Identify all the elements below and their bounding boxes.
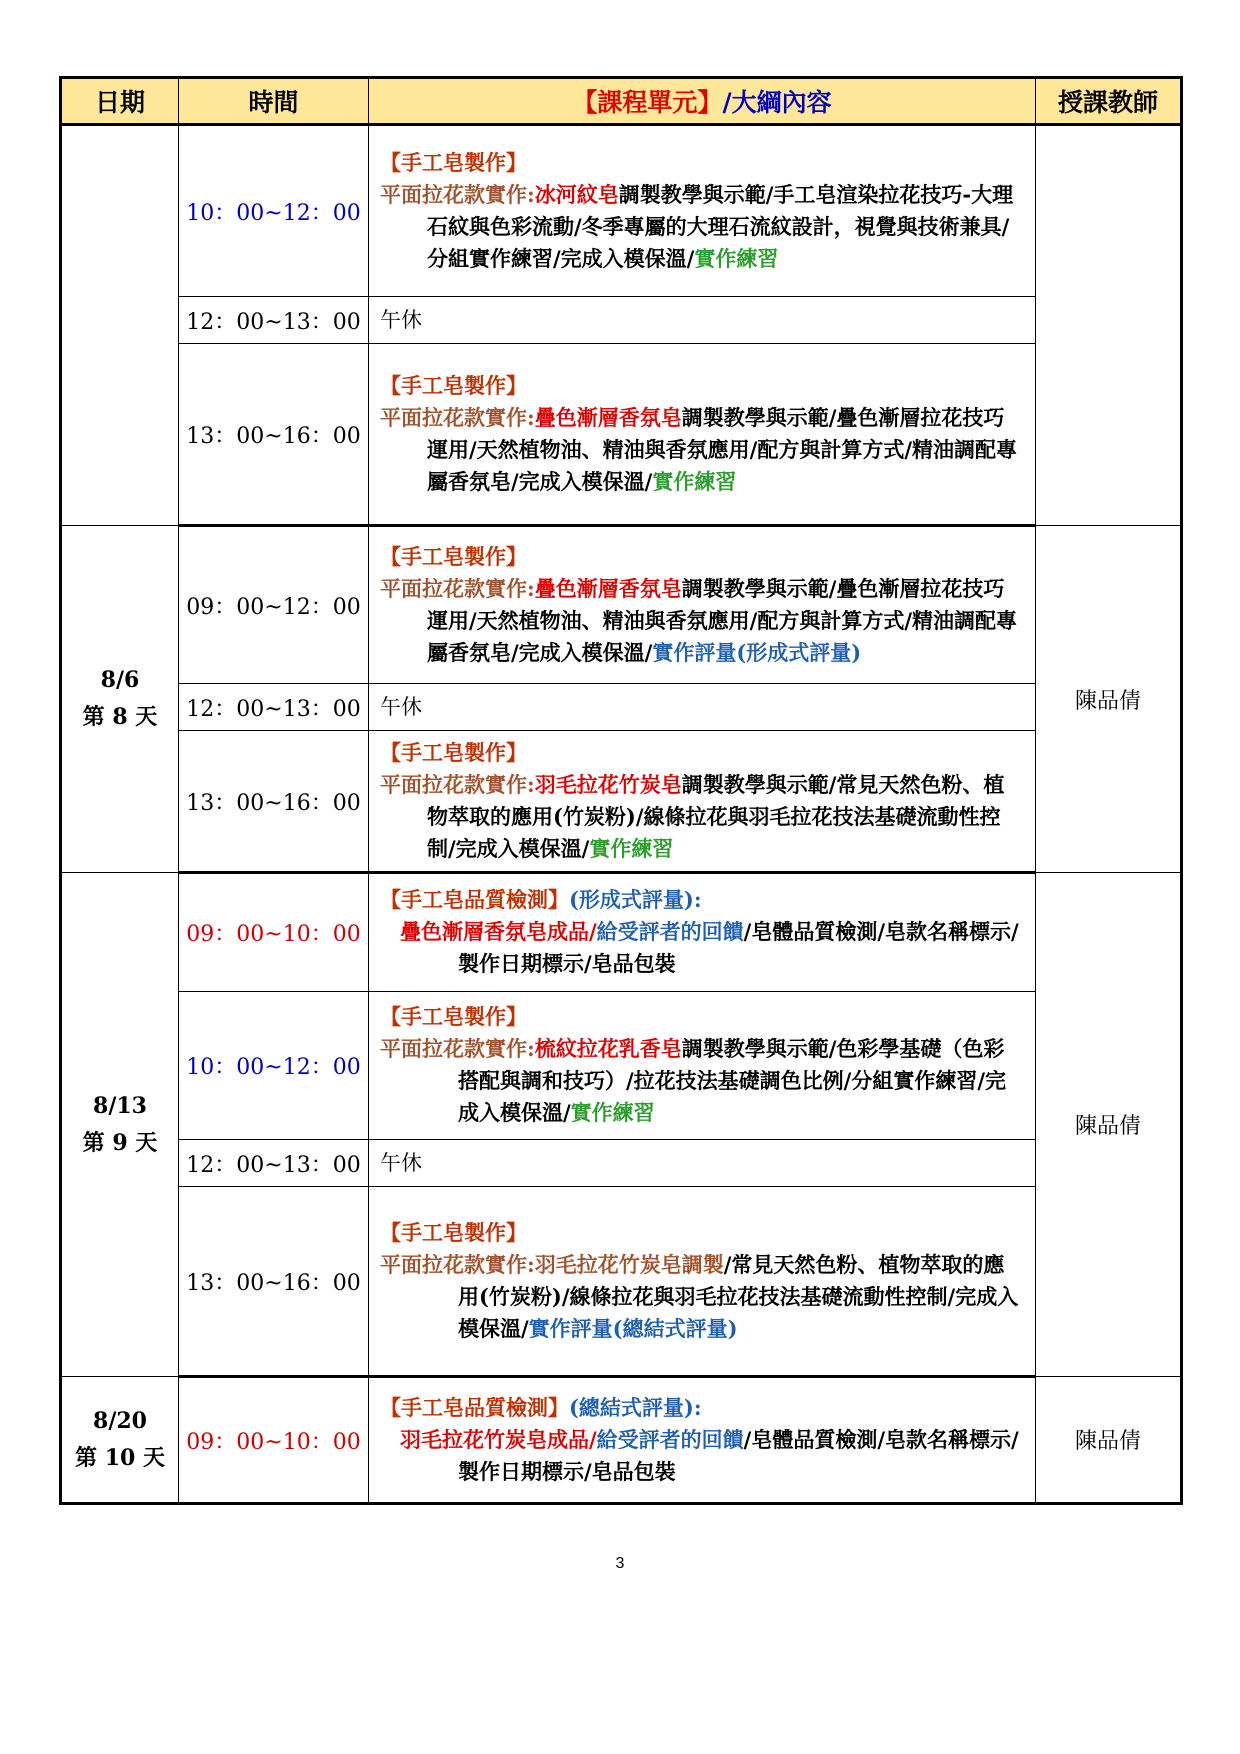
unit-title: 【手工皂製作】 [380,1219,527,1245]
table-row [61,344,1182,526]
unit-title: 【手工皂製作】 [380,372,527,398]
time-cell: 10：00~12：00 [179,992,369,1140]
content-cell [369,873,1036,992]
product-name: 羽毛拉花竹炭皂成品/ [400,1426,597,1452]
table-row [61,1187,1182,1377]
day-text: 第 8 天 [82,704,158,730]
practice-label: 實作練習 [589,835,674,861]
date-text: 8/13 [93,1092,147,1119]
schedule-table [59,76,1183,1505]
date-cell [61,1377,179,1504]
day-text: 第 10 天 [75,1444,165,1471]
header-date: 日期 [61,78,179,125]
activity-label: 平面拉花款實作: [380,181,535,207]
unit-title: 【手工皂製作】 [380,739,527,765]
activity-label: 平面拉花款實作: [380,771,535,797]
table-row [61,1377,1182,1504]
activity-label: 平面拉花款實作: [380,575,535,601]
feedback-label: 給受評者的回饋 [596,1426,744,1452]
time-cell: 13：00~16：00 [179,1187,369,1377]
unit-title: 【手工皂品質檢測】 [380,1394,569,1420]
header-content-unit: 【課程單元】 [572,88,723,117]
date-text: 8/6 [100,667,140,693]
assessment-label: 實作評量(總結式評量) [528,1315,738,1341]
outline-text: 調製教學與示範/疊色漸層拉花技巧運用/天然植物油、精油與香氛應用/配方與計算方式/精油調配專屬香氛皂/完成入模保溫/ [427,404,1018,494]
outline-text: 調製教學與示範/色彩學基礎（色彩搭配與調和技巧）/拉花技法基礎調色比例/分組實作練習/完成入模保溫/ [458,1036,1007,1125]
content-cell [369,526,1036,684]
product-name: 羽毛拉花竹炭皂 [534,771,682,797]
date-cell [61,873,179,1377]
outline-text: 調製教學與示範/手工皂渲染拉花技巧-大理石紋與色彩流動/冬季專屬的大理石流紋設計，視覺與技術兼具/分組實作練習/完成入模保溫/ [427,181,1014,271]
teacher-cell: 陳品倩 [1036,1377,1182,1504]
date-cell-empty [61,125,179,526]
outline-text: /常見天然色粉、植物萃取的應用(竹炭粉)/線條拉花與羽毛拉花技法基礎流動性控制/完成入模保溫/ [458,1251,1019,1341]
product-name: 疊色漸層香氛皂 [534,404,682,430]
outline-text: /皂體品質檢測/皂款名稱標示/製作日期標示/皂品包裝 [458,919,1019,976]
time-cell: 10：00~12：00 [179,125,369,297]
teacher-cell: 陳品倩 [1036,873,1182,1377]
date-cell [61,526,179,873]
time-cell: 12：00~13：00 [179,297,369,344]
unit-title: 【手工皂製作】 [380,149,527,175]
time-cell: 09：00~10：00 [179,1377,369,1504]
assessment-label: 實作評量(形成式評量) [652,639,862,665]
eval-type: (總結式評量): [569,1394,702,1420]
content-cell [369,1187,1036,1377]
unit-title: 【手工皂製作】 [380,1004,527,1029]
practice-label: 實作練習 [570,1100,655,1125]
day-text: 第 9 天 [82,1129,158,1156]
unit-title: 【手工皂製作】 [380,543,527,569]
header-content-outline: /大綱內容 [722,88,832,117]
date-text: 8/20 [93,1407,147,1434]
product-name: 梳紋拉花乳香皂 [534,1036,682,1061]
content-cell [369,1377,1036,1504]
table-row [61,731,1182,873]
time-cell: 12：00~13：00 [179,684,369,731]
outline-text: /皂體品質檢測/皂款名稱標示/製作日期標示/皂品包裝 [458,1426,1019,1484]
time-cell: 09：00~12：00 [179,526,369,684]
table-row [61,297,1182,344]
time-cell: 12：00~13：00 [179,1140,369,1187]
content-cell [369,125,1036,297]
teacher-cell-empty [1036,125,1182,526]
activity-label: 平面拉花款實作:羽毛拉花竹炭皂調製 [380,1251,724,1277]
feedback-label: 給受評者的回饋 [596,919,744,944]
time-cell: 09：00~10：00 [179,873,369,992]
content-cell [369,731,1036,873]
table-row [61,1140,1182,1187]
page-number: 3 [615,1555,625,1572]
table-row [61,992,1182,1140]
product-name: 疊色漸層香氛皂成品/ [400,919,597,944]
table-row [61,873,1182,992]
header-content [369,78,1036,125]
lunch-cell: 午休 [369,297,1036,344]
product-name: 冰河紋皂 [534,181,619,207]
header-teacher: 授課教師 [1036,78,1182,125]
unit-title: 【手工皂品質檢測】 [380,887,569,912]
practice-label: 實作練習 [652,468,737,494]
content-cell [369,344,1036,526]
table-row [61,684,1182,731]
product-name: 疊色漸層香氛皂 [534,575,682,601]
table-row [61,125,1182,297]
outline-text: 調製教學與示範/疊色漸層拉花技巧運用/天然植物油、精油與香氛應用/配方與計算方式/精油調配專屬香氛皂/完成入模保溫/ [427,575,1018,665]
lunch-cell: 午休 [369,684,1036,731]
lunch-cell: 午休 [369,1140,1036,1187]
teacher-cell: 陳品倩 [1036,526,1182,873]
content-cell [369,992,1036,1140]
header-time: 時間 [179,78,369,125]
activity-label: 平面拉花款實作: [380,1036,535,1061]
eval-type: (形成式評量): [569,887,702,912]
time-cell: 13：00~16：00 [179,731,369,873]
time-cell: 13：00~16：00 [179,344,369,526]
practice-label: 實作練習 [694,245,779,271]
header-row [61,78,1182,125]
outline-text: 調製教學與示範/常見天然色粉、植物萃取的應用(竹炭粉)/線條拉花與羽毛拉花技法基礎流動性控制/完成入模保溫/ [427,771,1005,861]
activity-label: 平面拉花款實作: [380,404,535,430]
table-row [61,526,1182,684]
